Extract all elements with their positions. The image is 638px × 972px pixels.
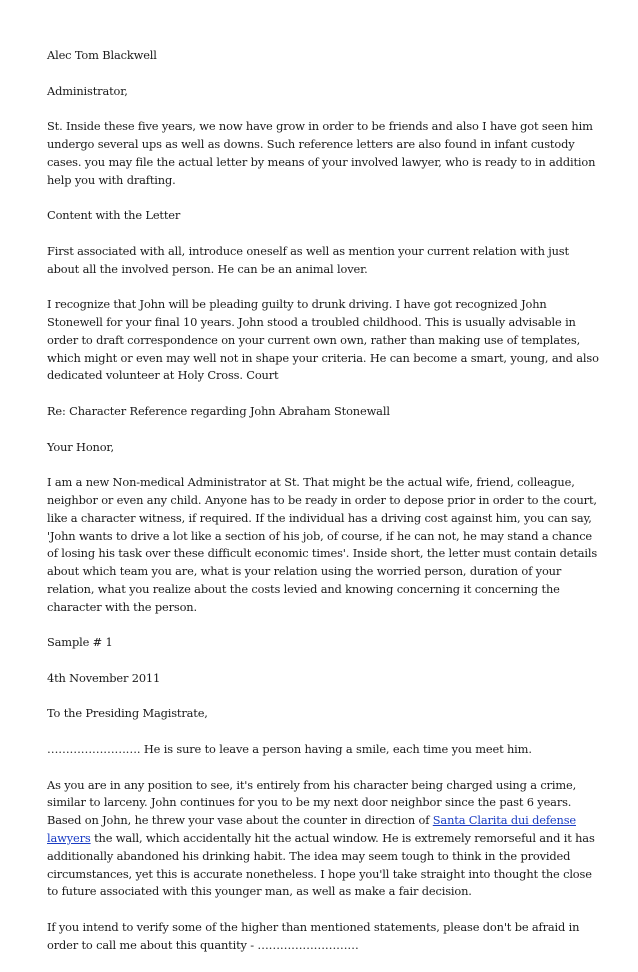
salutation: Your Honor,	[47, 439, 114, 454]
closing-paragraph: If you intend to verify some of the higher than mentioned statements, please don't be afraid in order to call me about this quantity - ………………………	[47, 920, 580, 952]
paragraph-administrator: I am a new Non-medical Administrator at St. That might be the actual wife, friend, colleague, neighbor or even any child. Anyone has to be ready in order to depose prior in order to the court, like a character witness, if required. If the individual has a driving cost against him, you can say, 'John wants to drive a lot like a section of his job, of course, if he can not, he may stand a chance of losing his task over these difficult economic times'. Inside short, the letter must contain details about which team you are, what is your relation using the worried person, duration of your relation, what you realize about the costs levied and knowing concerning it concerning the character with the person.	[47, 475, 598, 614]
subject-line: Re: Character Reference regarding John Abraham Stonewall	[47, 403, 390, 418]
sender-title: Administrator,	[47, 83, 128, 98]
sample-heading: Sample # 1	[47, 635, 113, 650]
paragraph-larceny	[47, 777, 599, 902]
document-page	[47, 47, 599, 972]
paragraph-recognize: I recognize that John will be pleading guilty to drunk driving. I have got recognized John Stonewell for your final 10 years. John stood a troubled childhood. This is usually advisable in order to draft correspondence on your current own own, rather than making use of templates, which might or even may well not in shape your criteria. He can become a smart, young, and also dedicated volunteer at Holy Cross. Court	[47, 297, 599, 383]
letter-date: 4th November 2011	[47, 670, 161, 685]
larceny-text-before: As you are in any position to see, it's entirely from his character being charged using a crime, similar to larceny. John continues for you to be my next door neighbor since the past 6 years. Based on John, he threw your vase about the counter in direction of	[47, 777, 577, 828]
dui-lawyers-link[interactable]: Santa Clarita dui defense lawyers	[47, 813, 576, 846]
larceny-text-after: the wall, which accidentally hit the actual window. He is extremely remorseful and it has additionally abandoned his drinking habit. The idea may seem tough to think in the provided circumstances, yet this is accurate nonetheless. I hope you'll take straight into thought the close to future associated with this younger man, as well as make a fair decision.	[47, 831, 595, 899]
paragraph-introduce: First associated with all, introduce oneself as well as mention your current relation with just about all the involved person. He can be an animal lover.	[47, 243, 569, 276]
paragraph-smile: ……………………. He is sure to leave a person having a smile, each time you meet him.	[47, 742, 532, 757]
intro-paragraph: St. Inside these five years, we now have grow in order to be friends and also I have got seen him undergo several ups as well as downs. Such reference letters are also found in infant custody cases. you may file the actual letter by means of your involved lawyer, who is ready to in addition help you with drafting.	[47, 119, 596, 187]
letter-salutation: To the Presiding Magistrate,	[47, 706, 208, 721]
section-heading-content: Content with the Letter	[47, 208, 181, 223]
sender-name: Alec Tom Blackwell	[47, 48, 157, 62]
